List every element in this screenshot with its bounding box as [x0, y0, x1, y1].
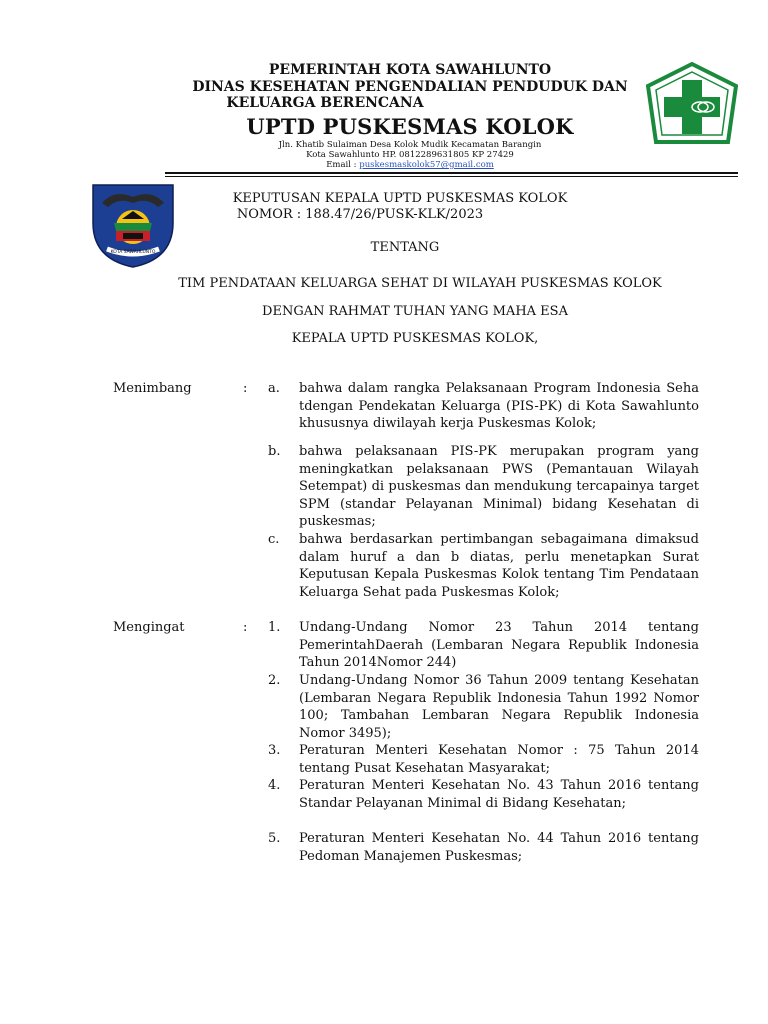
list-item-mark: 3. [268, 743, 281, 758]
list-item-mark: c. [268, 532, 280, 547]
list-item-text: Undang-Undang Nomor 23 Tahun 2014 tentang PemerintahDaerah (Lembaran Negara Republik Indonesia Tahun 2014Nomor 244) [299, 620, 699, 670]
institution-title: UPTD PUSKESMAS KOLOK [246, 114, 574, 139]
header-line-3: KELUARGA BERENCANA [226, 95, 424, 111]
list-item-text: bahwa dalam rangka Pelaksanaan Program Indonesia Seha tdengan Pendekatan Keluarga (PIS-PK) di Kota Sawahlunto khususnya diwilayah kerja Puskesmas Kolok; [299, 381, 699, 431]
menimbang-label: Menimbang [113, 381, 192, 396]
list-item-mark: 4. [268, 778, 281, 793]
decree-title: KEPUTUSAN KEPALA UPTD PUSKESMAS KOLOK [232, 191, 568, 206]
list-item-text: bahwa pelaksanaan PIS-PK merupakan program yang meningkatkan pelaksanaan PWS (Pemantauan Wilayah Setempat) di puskesmas dan mendukung tercapainya target SPM (standar Pelayanan Minimal) bidang Kesehatan di puskesmas; [299, 444, 699, 529]
email-link[interactable]: puskesmaskolok57@gmail.com [359, 160, 494, 170]
puskesmas-logo-icon [646, 62, 738, 146]
list-item-mark: b. [268, 444, 281, 459]
decree-number: NOMOR : 188.47/26/PUSK-KLK/2023 [236, 207, 484, 222]
email-label: Email : [326, 160, 360, 170]
header-line-2: DINAS KESEHATAN PENGENDALIAN PENDUDUK DAN [192, 79, 628, 95]
mengingat-label: Mengingat [113, 620, 185, 635]
city-seal-icon [92, 183, 174, 269]
email-line [210, 160, 610, 170]
blessing-text: DENGAN RAHMAT TUHAN YANG MAHA ESA [262, 304, 568, 319]
decree-subject: TIM PENDATAAN KELUARGA SEHAT DI WILAYAH PUSKESMAS KOLOK [178, 276, 662, 291]
list-item-text: bahwa berdasarkan pertimbangan sebagaimana dimaksud dalam huruf a dan b diatas, perlu menetapkan Surat Keputusan Kepala Puskesmas Kolok tentang Tim Pendataan Keluarga Sehat pada Puskesmas Kolok; [299, 532, 699, 600]
header-divider [165, 172, 738, 174]
about-label: TENTANG [370, 240, 440, 255]
mengingat-colon: : [243, 620, 248, 635]
list-item-mark: 5. [268, 831, 281, 846]
header-divider-thin [165, 176, 738, 177]
list-item-text: Peraturan Menteri Kesehatan No. 43 Tahun 2016 tentang Standar Pelayanan Minimal di Bidang Kesehatan; [299, 778, 699, 811]
authority-text: KEPALA UPTD PUSKESMAS KOLOK, [291, 331, 539, 346]
seal-label: KOTA SAWAHLUNTO [110, 250, 156, 255]
list-item-text: Peraturan Menteri Kesehatan Nomor : 75 Tahun 2014 tentang Pusat Kesehatan Masyarakat; [299, 743, 699, 776]
address-text: Jln. Khatib Sulaiman Desa Kolok Mudik Kecamatan Barangin [278, 140, 542, 150]
list-item-mark: a. [268, 381, 280, 396]
list-item-mark: 2. [268, 673, 281, 688]
list-item-text: Undang-Undang Nomor 36 Tahun 2009 tentang Kesehatan (Lembaran Negara Republik Indonesia Tahun 1992 Nomor 100; Tambahan Lembaran Negara Republik Indonesia Nomor 3495); [299, 673, 699, 741]
header-line-1: PEMERINTAH KOTA SAWAHLUNTO [268, 62, 552, 78]
list-item-text: Peraturan Menteri Kesehatan No. 44 Tahun 2016 tentang Pedoman Manajemen Puskesmas; [299, 831, 699, 864]
city-phone-text: Kota Sawahlunto HP. 0812289631805 KP 27429 [306, 150, 514, 160]
list-item-mark: 1. [268, 620, 281, 635]
menimbang-colon: : [243, 381, 248, 396]
